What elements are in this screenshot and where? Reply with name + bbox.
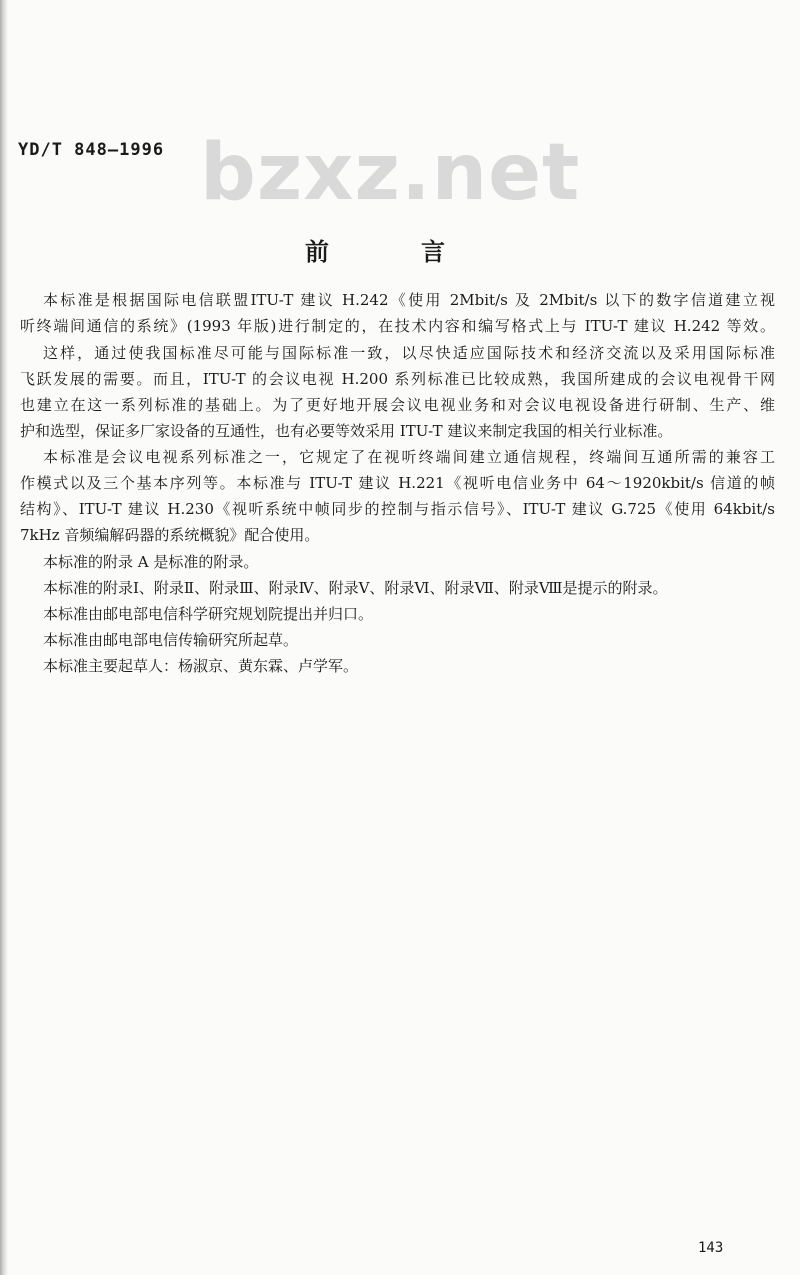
paragraph-line: 作模式以及三个基本序列等。本标准与 ITU-T 建议 H.221《视听电信业务中 64～1920kbit/s 信道的帧 [20,474,775,492]
paragraph-line: 护和选型，保证多厂家设备的互通性，也有必要等效采用 ITU-T 建议来制定我国的相关行业标准。 [20,422,673,440]
paragraph-line: 也建立在这一系列标准的基础上。为了更好地开展会议电视业务和对会议电视设备进行研制、生产、维 [20,396,775,414]
paragraph-line: 这样，通过使我国标准尽可能与国际标准一致，以尽快适应国际技术和经济交流以及采用国际标准 [43,344,775,362]
paragraph-line: 结构》、ITU-T 建议 H.230《视听系统中帧同步的控制与指示信号》、ITU-T 建议 G.725《使用 64kbit/s [20,500,775,518]
title-char: 前 [305,237,329,266]
page-number: 143 [698,1240,724,1256]
paragraph-line: 飞跃发展的需要。而且，ITU-T 的会议电视 H.200 系列标准已比较成熟，我国所建成的会议电视骨干网 [20,370,775,388]
paragraph-line: 本标准主要起草人：杨淑京、黄东霖、卢学军。 [43,657,359,675]
paragraph-line: 听终端间通信的系统》(1993 年版)进行制定的，在技术内容和编写格式上与 ITU-T 建议 H.242 等效。 [20,317,775,335]
paragraph-line: 本标准是会议电视系列标准之一，它规定了在视听终端间建立通信规程，终端间互通所需的兼容工 [43,448,775,466]
scan-edge-shadow [0,0,8,1275]
title-char: 言 [421,237,445,266]
watermark: bzxz.net [200,128,581,218]
paragraph-line: 本标准的附录Ⅰ、附录Ⅱ、附录Ⅲ、附录Ⅳ、附录Ⅴ、附录Ⅵ、附录Ⅶ、附录Ⅷ是提示的附录。 [43,579,668,597]
paragraph-line: 本标准由邮电部电信科学研究规划院提出并归口。 [43,605,374,623]
paragraph-line: 本标准是根据国际电信联盟ITU-T 建议 H.242《使用 2Mbit/s 及 2Mbit/s 以下的数字信道建立视 [43,291,775,309]
standard-code: YD/T 848—1996 [18,140,165,160]
paragraph-line: 7kHz 音频编解码器的系统概貌》配合使用。 [20,526,320,544]
paragraph-line: 本标准的附录 A 是标准的附录。 [43,553,259,571]
paragraph-line: 本标准由邮电部电信传输研究所起草。 [43,631,299,649]
page-title [305,232,445,267]
